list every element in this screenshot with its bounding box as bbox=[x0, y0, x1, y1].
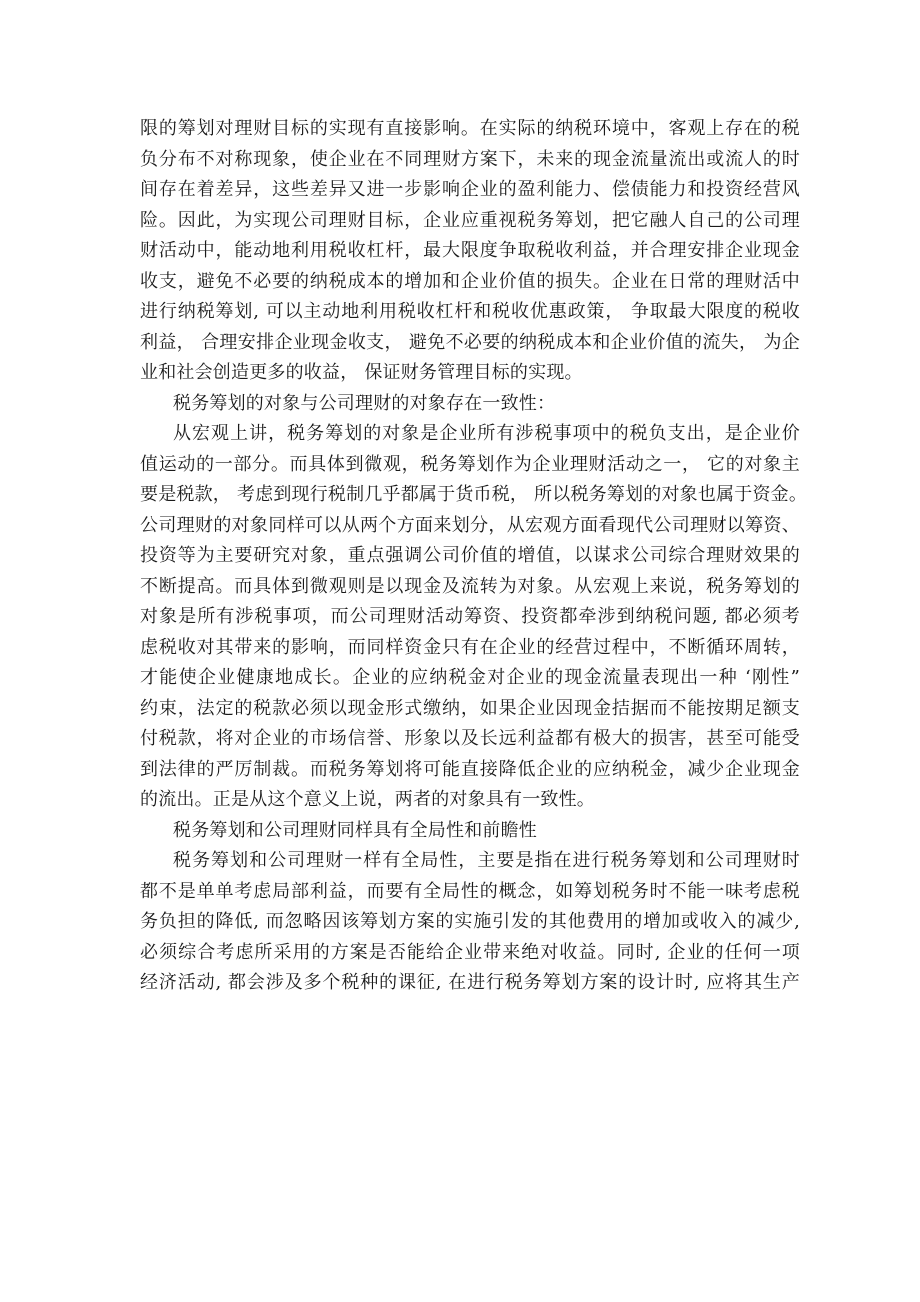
text-line: 公司理财的对象同样可以从两个方面来划分，从宏观方面看现代公司理财以筹资、 bbox=[140, 514, 800, 536]
text-line: 税务筹划和公司理财一样有全局性，主要是指在进行税务筹划和公司理财时 bbox=[173, 850, 800, 871]
text-line: 都不是单单考虑局部利益，而要有全局性的概念，如筹划税务时不能一味考虑税 bbox=[140, 880, 800, 902]
text-line: 必须综合考虑所采用的方案是否能给企业带来绝对收益。同时, 企业的任何一项 bbox=[140, 941, 800, 963]
text-line: 才能使企业健康地成长。企业的应纳税金对企业的现金流量表现出一种 ‘刚性” bbox=[140, 667, 800, 688]
text-line: 务负担的降低, 而忽略因该筹划方案的实施引发的其他费用的增加或收入的减少, bbox=[140, 911, 800, 932]
text-line: 税务筹划的对象与公司理财的对象存在一致性： bbox=[173, 392, 556, 414]
document-body bbox=[140, 114, 808, 999]
text-line: 付税款，将对企业的市场信誉、形象以及长远利益都有极大的损害，甚至可能受 bbox=[140, 728, 800, 749]
text-line: 限的筹划对理财目标的实现有直接影响。在实际的纳税环境中，客观上存在的税 bbox=[140, 118, 800, 139]
text-line: 财活动中，能动地利用税收杠杆，最大限度争取税收利益，并合理安排企业现金 bbox=[140, 240, 800, 261]
text-line: 从宏观上讲，税务筹划的对象是企业所有涉税事项中的税负支出，是企业价 bbox=[173, 423, 800, 444]
text-line: 利益， 合理安排企业现金收支， 避免不必要的纳税成本和企业价值的流失， 为企 bbox=[140, 331, 800, 353]
text-line: 对象是所有涉税事项，而公司理财活动筹资、投资都牵涉到纳税问题, 都必须考 bbox=[140, 606, 800, 627]
text-line: 不断提高。而具体到微观则是以现金及流转为对象。从宏观上来说，税务筹划的 bbox=[140, 575, 800, 597]
text-line: 投资等为主要研究对象，重点强调公司价值的增值，以谋求公司综合理财效果的 bbox=[140, 545, 800, 566]
text-line: 经济活动, 都会涉及多个税种的课征, 在进行税务筹划方案的设计时, 应将其生产 bbox=[140, 972, 800, 993]
text-line: 负分布不对称现象，使企业在不同理财方案下，未来的现金流量流出或流人的时 bbox=[140, 148, 800, 170]
text-line: 的流出。正是从这个意义上说，两者的对象具有一致性。 bbox=[140, 789, 595, 810]
text-line: 约束，法定的税款必须以现金形式缴纳，如果企业因现金拮据而不能按期足额支 bbox=[140, 697, 800, 719]
text-line: 值运动的一部分。而具体到微观，税务筹划作为企业理财活动之一， 它的对象主 bbox=[140, 453, 800, 475]
text-line: 业和社会创造更多的收益， 保证财务管理目标的实现。 bbox=[140, 362, 583, 383]
text-line: 要是税款， 考虑到现行税制几乎都属于货币税， 所以税务筹划的对象也属于资金。 bbox=[140, 484, 808, 505]
text-line: 险。因此，为实现公司理财目标，企业应重视税务筹划，把它融人自己的公司理 bbox=[140, 209, 800, 231]
text-line: 收支，避免不必要的纳税成本的增加和企业价值的损失。企业在日常的理财活中 bbox=[140, 270, 800, 292]
text-line: 虑税收对其带来的影响，而同样资金只有在企业的经营过程中，不断循环周转， bbox=[140, 636, 800, 658]
text-line: 税务筹划和公司理财同样具有全局性和前瞻性 bbox=[173, 819, 537, 841]
text-line: 间存在着差异，这些差异又进一步影响企业的盈利能力、偿债能力和投资经营风 bbox=[140, 179, 800, 200]
text-line: 到法律的严厉制裁。而税务筹划将可能直接降低企业的应纳税金，减少企业现金 bbox=[140, 758, 800, 780]
text-line: 进行纳税筹划, 可以主动地利用税收杠杆和税收优惠政策， 争取最大限度的税收 bbox=[140, 301, 800, 322]
